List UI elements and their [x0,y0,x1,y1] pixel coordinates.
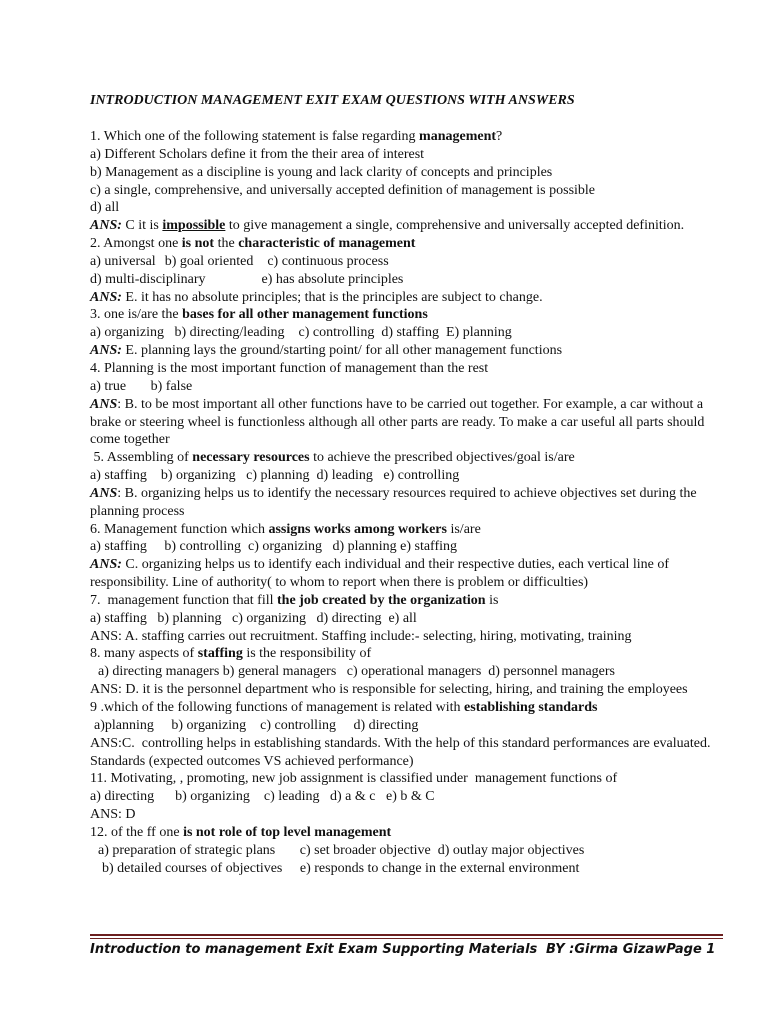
footer-divider-thin [90,938,723,939]
q9-answer: ANS:C. controlling helps in establishing standards. With the help of this standard performances are evaluated. Standards (expected outcomes VS achieved performance) [90,735,714,769]
question-11: 11. Motivating, , promoting, new job assignment is classified under management functions of [90,771,618,787]
q7-options: a) staffing b) planning c) organizing d) directing e) all [90,610,417,626]
q8-answer: ANS: D. it is the personnel department who is responsible for selecting, hiring, and training the employees [90,682,688,698]
q1-option-d: d) all [90,200,120,216]
question-1: 1. Which one of the following statement is false regarding management? [90,129,503,144]
q7-answer: ANS: A. staffing carries out recruitment. Staffing include:- selecting, hiring, motivating, training [90,628,632,644]
document-title: INTRODUCTION MANAGEMENT EXIT EXAM QUESTIONS WITH ANSWERS [90,93,575,108]
question-4: 4. Planning is the most important function of management than the rest [90,360,489,376]
question-3: 3. one is/are the bases for all other management functions [90,307,428,323]
q5-options: a) staffing b) organizing c) planning d) leading e) controlling [90,468,460,484]
question-5: 5. Assembling of necessary resources to achieve the prescribed objectives/goal is/are [90,450,575,466]
q2-options-row-1: a) universal b) goal oriented c) continuous process [90,253,389,269]
q1-answer: ANS: C it is impossible to give management a single, comprehensive and universally accepted definition. [90,218,685,234]
q4-answer: ANS: B. to be most important all other functions have to be carried out together. For example, a car without a brake or steering wheel is functionless although all other parts are ready. To make a car useful all parts should come together [90,396,705,448]
footer-author-page: BY :Girma GizawPage 1 [546,942,716,957]
q11-answer: ANS: D [90,807,136,823]
question-9: 9 .which of the following functions of management is related with establishing standards [90,700,598,715]
q3-answer: ANS: E. planning lays the ground/starting point/ for all other management functions [90,343,563,359]
q6-answer: ANS: C. organizing helps us to identify each individual and their respective duties, each vertical line of responsibility. Line of authority( to whom to report when there is problem or difficulties) [90,557,670,591]
q3-options: a) organizing b) directing/leading c) controlling d) staffing E) planning [90,325,512,341]
q1-option-c: c) a single, comprehensive, and universally accepted definition of management is possible [90,182,596,198]
question-12: 12. of the ff one is not role of top level management [90,824,392,840]
q11-options: a) directing b) organizing c) leading d) a & c e) b & C [90,789,435,805]
q12-options-row-1: a) preparation of strategic plans c) set broader objective d) outlay major objectives [98,842,585,858]
q2-answer: ANS: E. it has no absolute principles; that is the principles are subject to change. [90,289,543,305]
q6-options: a) staffing b) controlling c) organizing d) planning e) staffing [90,539,458,555]
q9-options: a)planning b) organizing c) controlling d) directing [94,717,419,733]
question-list [90,128,730,877]
question-6: 6. Management function which assigns works among workers is/are [90,521,481,537]
question-8: 8. many aspects of staffing is the responsibility of [90,646,372,662]
q1-option-a: a) Different Scholars define it from the their area of interest [90,146,425,162]
footer-document-name: Introduction to management Exit Exam Supporting Materials [90,942,538,957]
q4-options: a) true b) false [90,378,193,394]
q2-options-row-2: d) multi-disciplinary e) has absolute principles [90,271,404,287]
footer-divider-thick [90,934,723,936]
q8-options: a) directing managers b) general managers c) operational managers d) personnel managers [98,664,615,680]
question-7: 7. management function that fill the job created by the organization is [90,592,499,608]
q1-option-b: b) Management as a discipline is young and lack clarity of concepts and principles [90,164,553,180]
question-2: 2. Amongst one is not the characteristic of management [90,236,416,252]
q12-options-row-2: b) detailed courses of objectives e) responds to change in the external environment [102,860,580,876]
q5-answer: ANS: B. organizing helps us to identify the necessary resources required to achieve objectives set during the planning process [90,485,697,519]
